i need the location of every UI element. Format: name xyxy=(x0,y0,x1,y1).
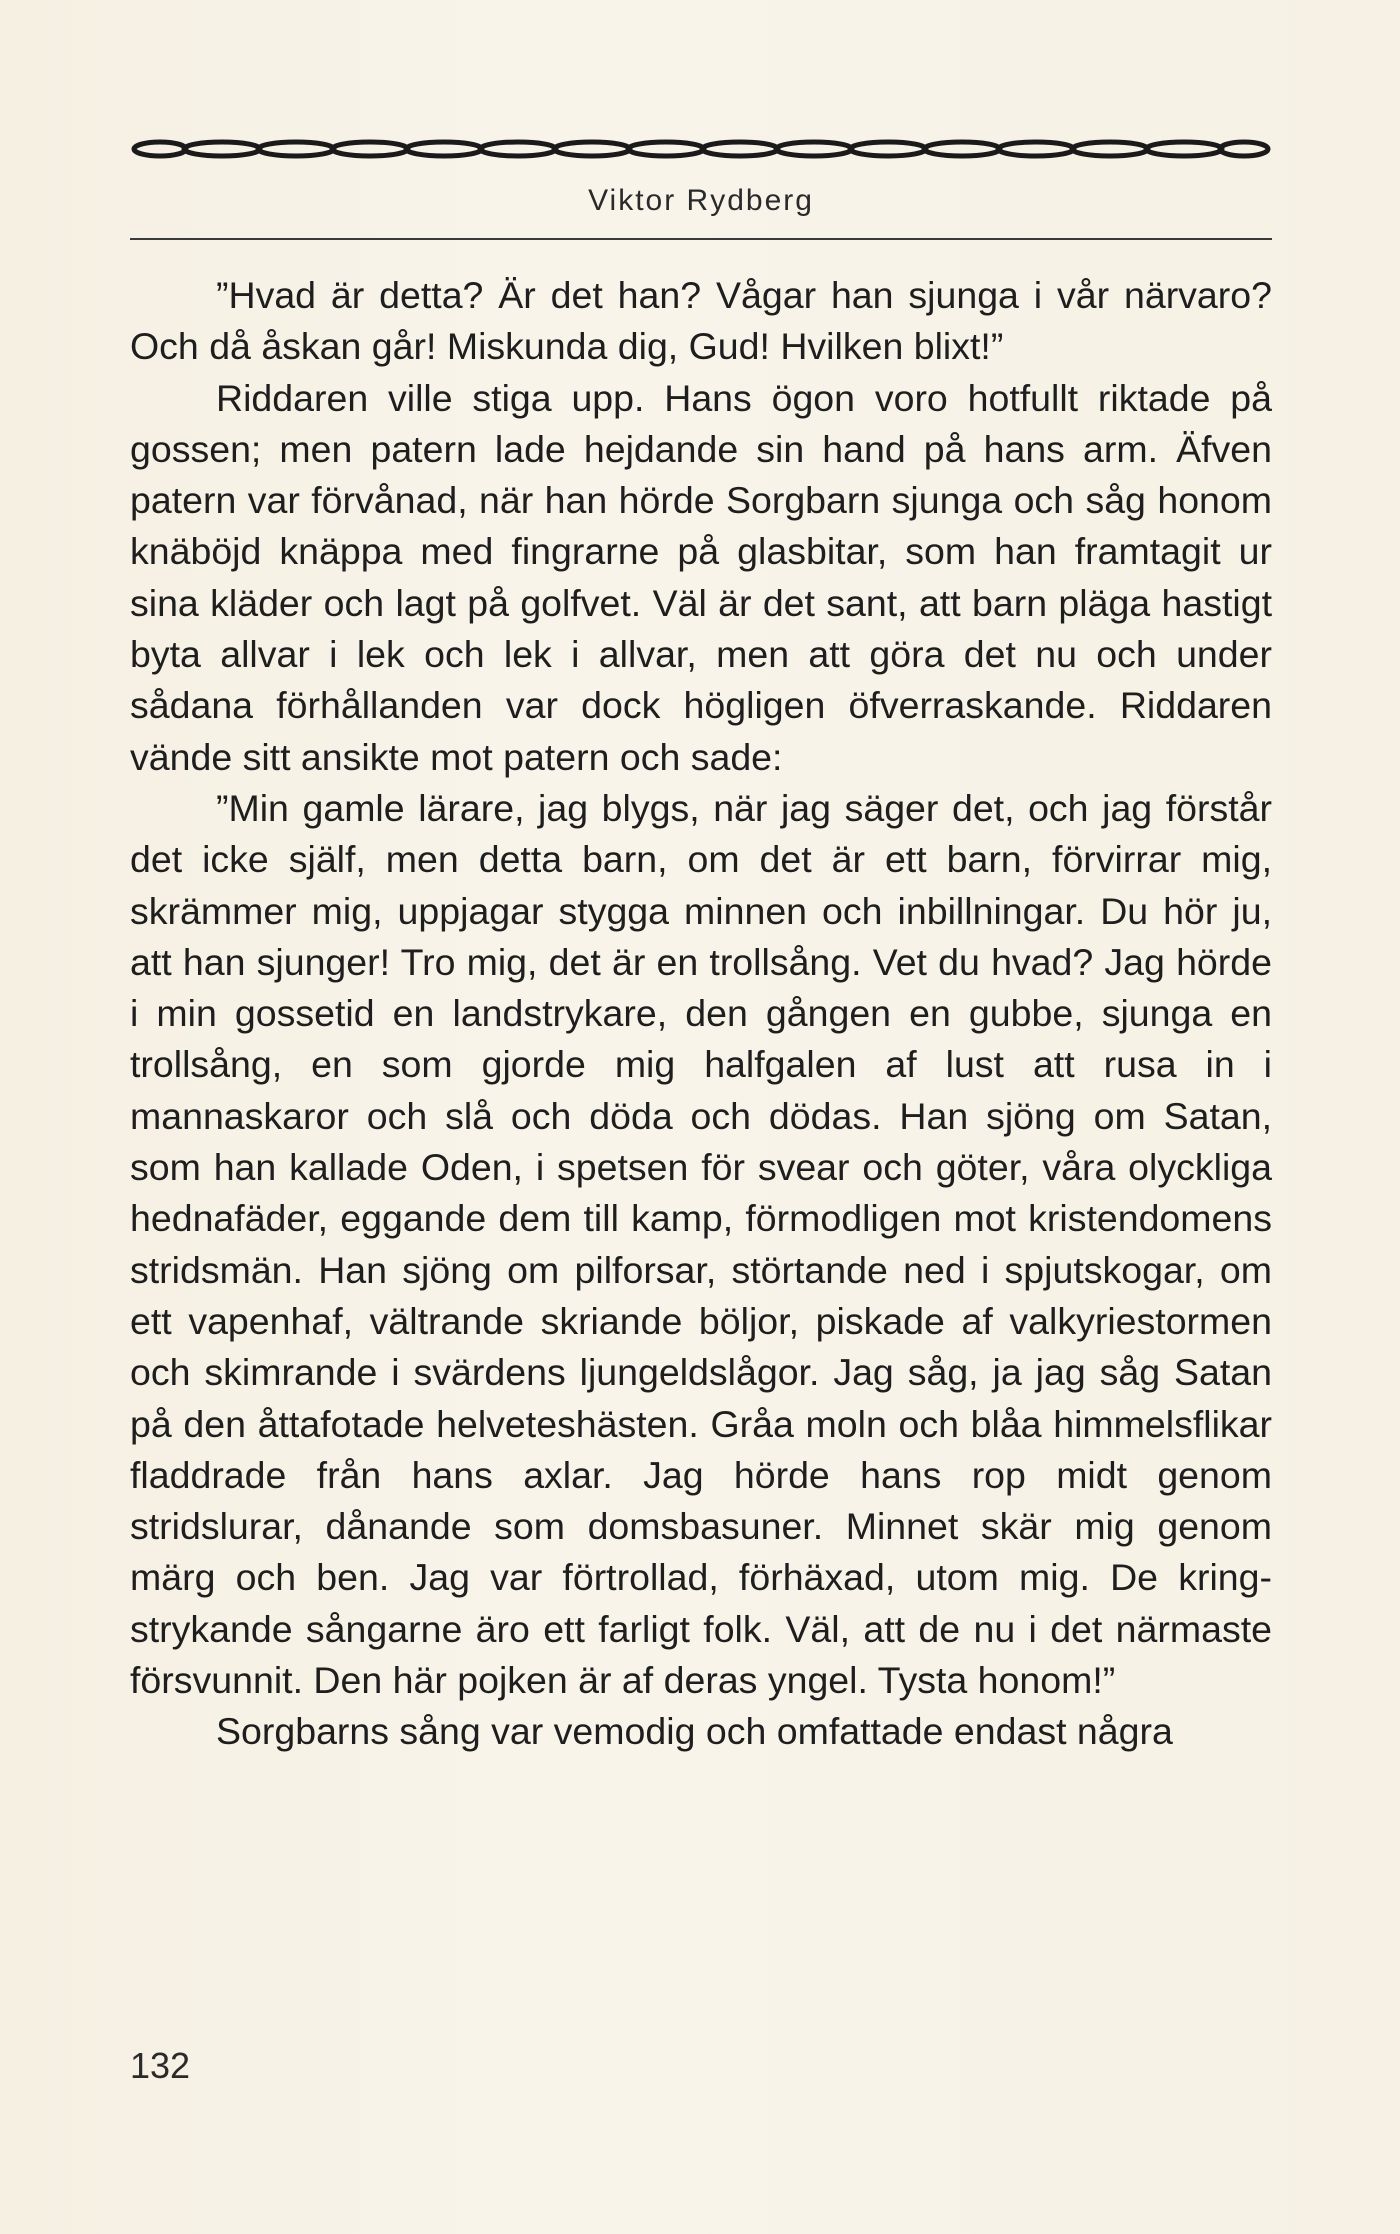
paragraph: Riddaren ville stiga upp. Hans ögon voro hotfullt riktade på gossen; men patern lade hejdande sin hand på hans arm. Äfven patern var förvånad, när han hörde Sorgbarn sjunga och såg honom knäböjd knäppa med fingrarne på glasbitar, som han framtagit ur sina kläder och lagt på golfvet. Väl är det sant, att barn pläga hastigt byta allvar i lek och lek i allvar, men att göra det nu och under sådana förhållanden var dock högligen öfverraskande. Riddaren vände sitt ansikte mot patern och sade: xyxy=(130,376,1272,778)
paragraph: ”Min gamle lärare, jag blygs, när jag säger det, och jag förstår det icke själf, men detta barn, om det är ett barn, förvirrar mig, skrämmer mig, uppjagar stygga minnen och inbillningar. Du hör ju, att han sjunger! Tro mig, det är en trollsång. Vet du hvad? Jag hörde i min gossetid en landstrykare, den gången en gubbe, sjunga en trollsång, en som gjorde mig halfgalen af lust att rusa in i mannaskaror och slå och döda och dödas. Han sjöng om Satan, som han kallade Oden, i spetsen för svear och göter, våra olyckliga hednafäder, eggande dem till kamp, förmodligen mot kristendomens stridsmän. Han sjöng om pilforsar, störtande ned i spjutskogar, om ett vapenhaf, vältrande skriande böljor, piskade af valkyriestormen och skimrande i svärdens ljungeldslågor. Jag såg, ja jag såg Satan på den åttafotade helveteshästen. Gråa moln och blåa himmelsflikar fladdrade från hans axlar. Jag hörde hans rop midt genom stridslurar, dånande som domsbasuner. Minnet skär mig genom märg och ben. Jag var förtrollad, förhäxad, utom mig. De kringstrykande sångarne äro ett farligt folk. Väl, att de nu i det närmaste försvunnit. Den här pojken är af deras yngel. Tysta honom!” xyxy=(130,786,1272,1702)
paragraph: ”Hvad är detta? Är det han? Vågar han sjunga i vår närvaro? Och då åskan går! Miskunda dig, Gud! Hvilken blixt!” xyxy=(130,274,1272,368)
running-head: Viktor Rydberg xyxy=(588,184,814,217)
body-text xyxy=(130,270,1272,1758)
ornamental-chain-border xyxy=(130,136,1272,162)
paragraph: Sorgbarns sång var vemodig och omfattade endast några xyxy=(216,1710,1173,1753)
header-rule xyxy=(130,238,1272,240)
page-number: 132 xyxy=(130,2045,191,2086)
